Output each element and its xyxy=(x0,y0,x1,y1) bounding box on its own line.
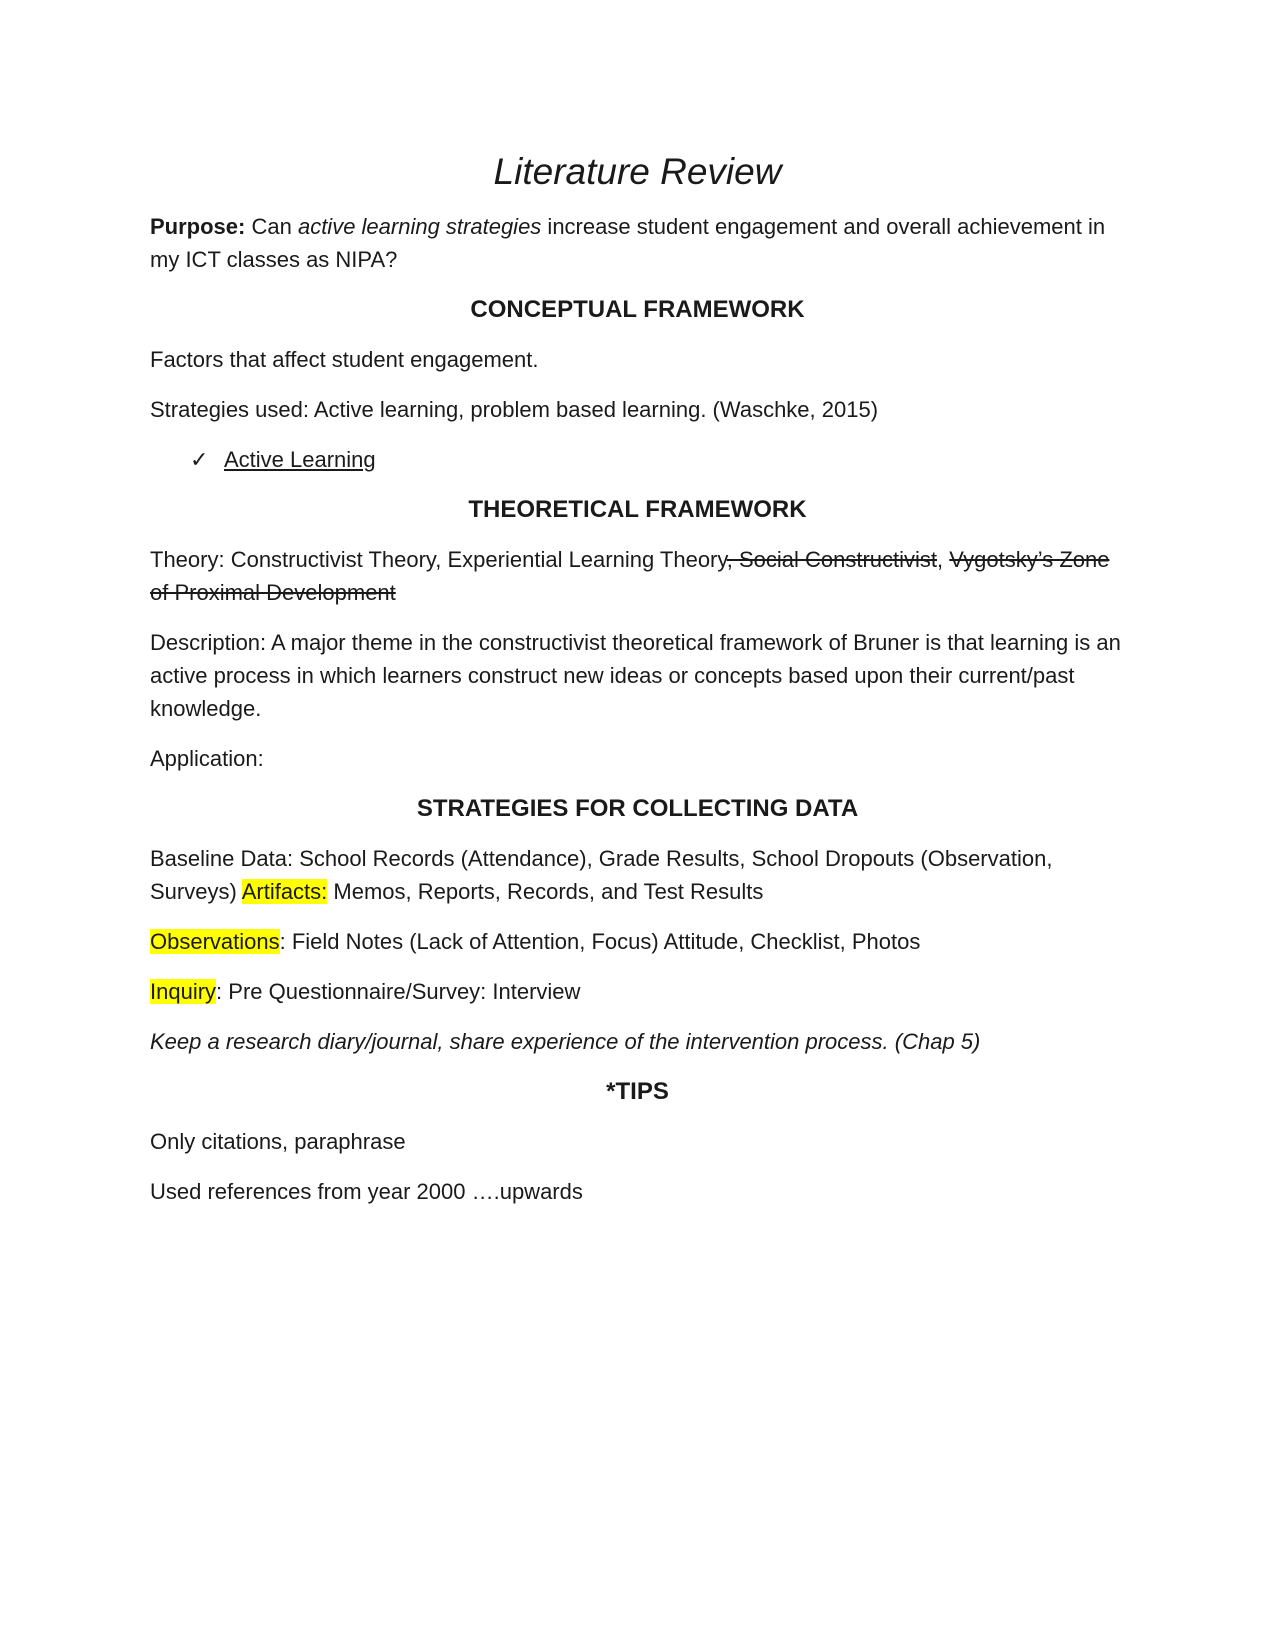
checklist-item-label: Active Learning xyxy=(224,447,376,472)
theory-struck-social: , Social Constructivist xyxy=(726,547,938,572)
description-paragraph: Description: A major theme in the constructivist theoretical framework of Bruner is that learning is an active process in which learners construct new ideas or concepts based upon their current/past knowledge. xyxy=(150,630,1121,721)
theoretical-framework-heading: THEORETICAL FRAMEWORK xyxy=(468,496,807,523)
inquiry-paragraph xyxy=(150,975,1125,1008)
theory-struck-vygotsky: Vygotsky’s Zone of Proximal Development xyxy=(150,547,1110,605)
strategies-used-paragraph: Strategies used: Active learning, problem based learning. (Waschke, 2015) xyxy=(150,397,879,422)
inquiry-text: : Pre Questionnaire/Survey: Interview xyxy=(216,979,581,1004)
checkmark-icon: ✓ xyxy=(190,447,209,472)
application-paragraph: Application: xyxy=(150,746,264,771)
theory-text: Theory: Constructivist Theory, Experiential Learning Theory xyxy=(150,547,727,572)
observations-text: : Field Notes (Lack of Attention, Focus) Attitude, Checklist, Photos xyxy=(279,929,921,954)
artifacts-text: Memos, Reports, Records, and Test Results xyxy=(327,879,764,904)
purpose-pre: Can xyxy=(245,214,298,239)
tips-heading: *TIPS xyxy=(606,1078,669,1105)
baseline-text: Baseline Data: School Records (Attendance), Grade Results, School Dropouts (Observation, Surveys) xyxy=(150,846,1053,904)
tips-line-references: Used references from year 2000 ….upwards xyxy=(150,1179,583,1204)
checklist-item xyxy=(190,443,1125,476)
artifacts-label: Artifacts: xyxy=(241,879,328,904)
inquiry-label: Inquiry xyxy=(150,979,217,1004)
diary-paragraph: Keep a research diary/journal, share experience of the intervention process. (Chap 5) xyxy=(150,1029,981,1054)
factors-paragraph: Factors that affect student engagement. xyxy=(150,347,539,372)
baseline-paragraph xyxy=(150,842,1125,908)
observations-paragraph xyxy=(150,925,1125,958)
tips-line-citations: Only citations, paraphrase xyxy=(150,1129,406,1154)
observations-label: Observations xyxy=(150,929,280,954)
purpose-post: increase student engagement and overall achievement in my ICT classes as NIPA? xyxy=(150,214,1106,272)
page-title: Literature Review xyxy=(493,151,782,192)
purpose-emphasis: active learning strategies xyxy=(297,214,542,239)
theory-separator: , xyxy=(937,547,950,572)
purpose-label: Purpose: xyxy=(150,214,246,239)
strategies-collecting-data-heading: STRATEGIES FOR COLLECTING DATA xyxy=(416,795,859,822)
conceptual-framework-heading: CONCEPTUAL FRAMEWORK xyxy=(470,296,805,323)
purpose-paragraph xyxy=(150,210,1125,276)
theory-paragraph xyxy=(150,543,1125,609)
document-body xyxy=(150,148,1125,1225)
